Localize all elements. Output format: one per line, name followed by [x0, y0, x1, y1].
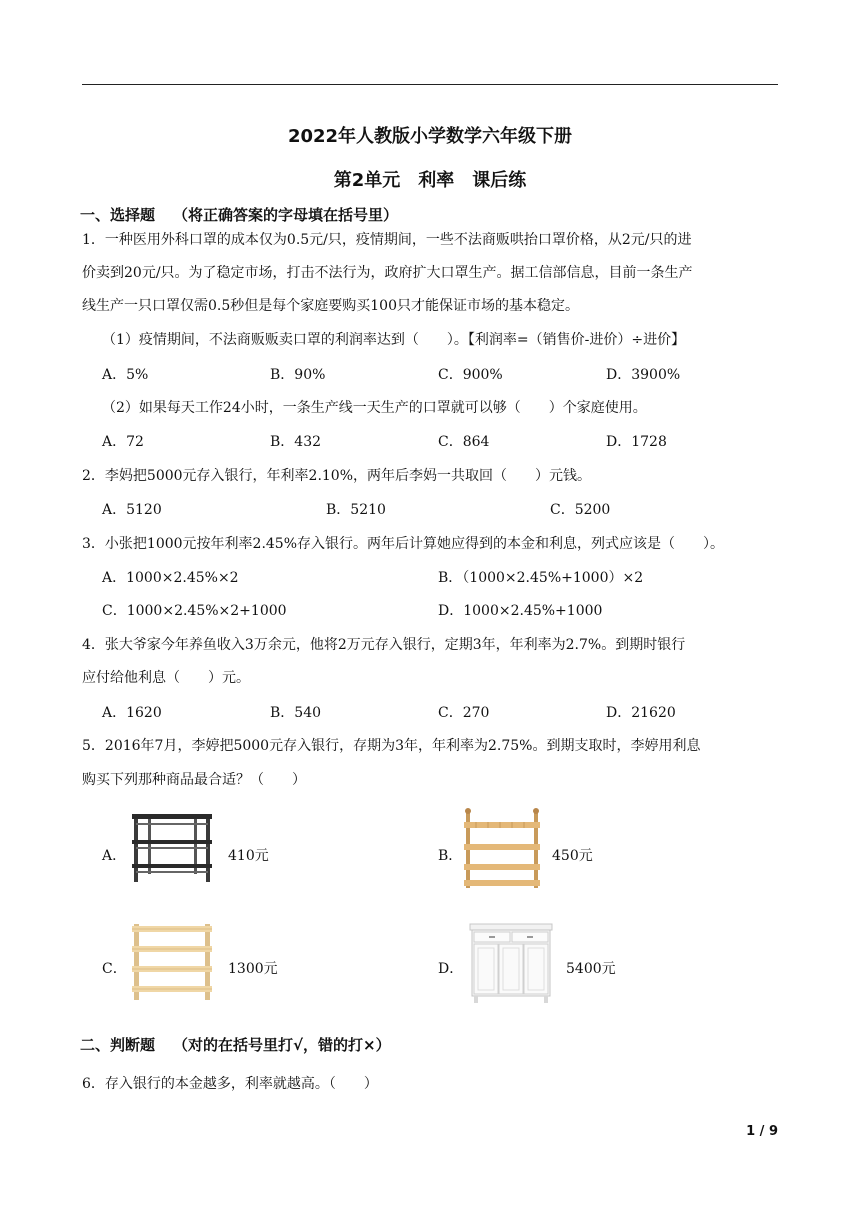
q4-option-b: B．540 — [270, 705, 322, 721]
q4-option-d: D．21620 — [606, 705, 676, 721]
q1-line1: 1．一种医用外科口罩的成本仅为0.5元/只，疫情期间，一些不法商贩哄抬口罩价格，从2元/只的进 — [82, 232, 692, 248]
q4-option-c: C．270 — [438, 705, 490, 721]
section-choice-note: （将正确答案的字母填在括号里） — [173, 206, 399, 224]
q3-option-c: C．1000×2.45%×2+1000 — [102, 603, 287, 619]
q5-option-a-letter: A． — [102, 848, 127, 864]
section-judge-title: 二、判断题 — [80, 1036, 156, 1054]
q1-sub2-option-d: D．1728 — [606, 434, 667, 450]
q1-sub2-option-b: B．432 — [270, 434, 322, 450]
q1-sub2-option-c: C．864 — [438, 434, 490, 450]
section-choice-title: 一、选择题 — [80, 206, 156, 224]
q2-option-b: B．5210 — [326, 502, 386, 518]
q1-line3: 线生产一只口罩仅需0.5秒但是每个家庭要购买100只才能保证市场的基本稳定。 — [82, 298, 579, 314]
q1-sub1-option-d: D．3900% — [606, 367, 681, 383]
q4-line1: 4．张大爷家今年养鱼收入3万余元，他将2万元存入银行，定期3年，年利率为2.7%。到期时银行 — [82, 637, 686, 653]
page-number: 1 / 9 — [746, 1124, 778, 1139]
q1-sub1: （1）疫情期间，不法商贩贩卖口罩的利润率达到（ ）。【利润率=（销售价-进价）÷进价】 — [102, 332, 686, 348]
q3-option-d: D．1000×2.45%+1000 — [438, 603, 603, 619]
q2-text: 2．李妈把5000元存入银行，年利率2.10%，两年后李妈一共取回（ ）元钱。 — [82, 468, 592, 484]
q5-option-b-price: 450元 — [552, 848, 593, 864]
section-judge-heading — [80, 1034, 391, 1055]
q5-option-d-price: 5400元 — [566, 961, 616, 977]
q6-text: 6．存入银行的本金越多，利率就越高。（ ） — [82, 1076, 378, 1092]
q2-option-c: C．5200 — [550, 502, 611, 518]
section-choice-heading — [80, 204, 398, 225]
q4-line2: 应付给他利息（ ）元。 — [82, 670, 250, 686]
q1-sub2-option-a: A．72 — [102, 434, 144, 450]
q3-option-a: A．1000×2.45%×2 — [102, 570, 239, 586]
black-shoe-rack-icon — [128, 812, 216, 884]
q4-option-a: A．1620 — [102, 705, 162, 721]
wooden-shelf-icon — [130, 922, 214, 1002]
q1-sub1-option-a: A．5% — [102, 367, 149, 383]
q5-option-a-price: 410元 — [228, 848, 269, 864]
section-judge-note: （对的在括号里打√，错的打×） — [173, 1036, 391, 1054]
q3-option-b: B．（1000×2.45%+1000）×2 — [438, 570, 644, 586]
q5-option-d-letter: D． — [438, 961, 464, 977]
q5-line2: 购买下列那种商品最合适？（ ） — [82, 772, 306, 788]
q5-option-c-price: 1300元 — [228, 961, 278, 977]
bamboo-shoe-rack-icon — [462, 808, 542, 890]
document-subtitle: 第2单元 利率 课后练 — [333, 170, 527, 191]
q1-line2: 价卖到20元/只。为了稳定市场，打击不法行为，政府扩大口罩生产。据工信部信息，目前一条生产 — [82, 265, 693, 281]
q1-sub1-option-c: C．900% — [438, 367, 503, 383]
white-cabinet-icon — [468, 922, 554, 1004]
document-title: 2022年人教版小学数学六年级下册 — [287, 126, 573, 147]
q1-sub2: （2）如果每天工作24小时，一条生产线一天生产的口罩就可以够（ ）个家庭使用。 — [102, 400, 647, 416]
q3-text: 3．小张把1000元按年利率2.45%存入银行。两年后计算她应得到的本金和利息，列式应该是（ ）。 — [82, 536, 725, 552]
q1-sub1-option-b: B．90% — [270, 367, 326, 383]
q5-option-c-letter: C． — [102, 961, 127, 977]
header-rule — [82, 84, 778, 85]
q5-line1: 5．2016年7月，李婷把5000元存入银行，存期为3年，年利率为2.75%。到期支取时，李婷用利息 — [82, 738, 701, 754]
q2-option-a: A．5120 — [102, 502, 162, 518]
q5-option-b-letter: B． — [438, 848, 463, 864]
